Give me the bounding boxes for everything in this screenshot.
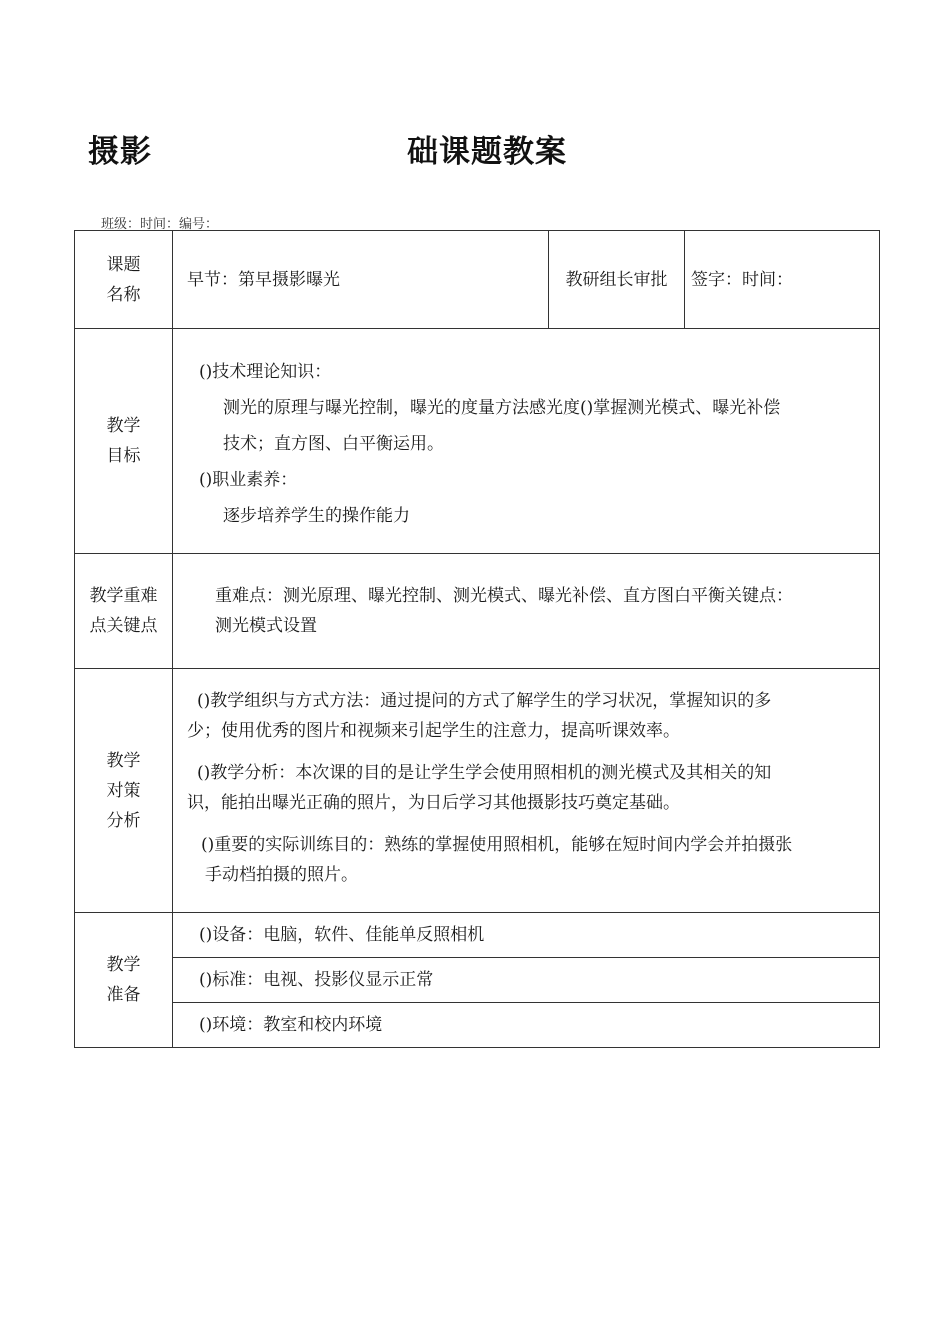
prep-item-standard: ()标准：电视、投影仪显示正常 [173, 958, 880, 1003]
goals-content [173, 329, 880, 554]
prep-row-3 [75, 1003, 880, 1048]
goal-item-theory-line2: 技术；直方图、白平衡运用。 [223, 434, 444, 454]
keypoints-line1: 重难点：测光原理、曝光控制、测光模式、曝光补偿、直方图白平衡关键点： [215, 586, 793, 606]
strategy-content [173, 669, 880, 913]
topic-label: 课题 名称 [75, 231, 173, 329]
goal-item-theory-line1: 测光的原理与曝光控制，曝光的度量方法感光度()掌握测光模式、曝光补偿 [223, 398, 781, 418]
keypoints-line2: 测光模式设置 [215, 616, 317, 636]
keypoints-row [75, 554, 880, 669]
goal-item-theory-title: ()技术理论知识： [199, 362, 332, 382]
goal-item-quality-title: ()职业素养： [199, 470, 298, 490]
prep-item-environment: ()环境：教室和校内环境 [173, 1003, 880, 1048]
keypoints-content [173, 554, 880, 669]
strategy-paragraph-3: ()重要的实际训练目的：熟练的掌握使用照相机，能够在短时间内学会并拍摄张 手动档拍摄的照片。 [201, 834, 793, 885]
prep-row-2 [75, 958, 880, 1003]
strategy-paragraph-1: ()教学组织与方式方法：通过提问的方式了解学生的学习状况，掌握知识的多 少；使用优秀的图片和视频来引起学生的注意力，提高听课效率。 [187, 690, 772, 741]
prep-item-equipment: ()设备：电脑，软件、佳能单反照相机 [173, 913, 880, 958]
review-label: 教研组长审批 [549, 231, 685, 329]
class-time-number-line: 班级：时间：编号： [101, 217, 219, 232]
topic-name: 早节：第早摄影曝光 [173, 231, 549, 329]
strategy-label: 教学 对策 分析 [75, 669, 173, 913]
strategy-paragraph-2: ()教学分析：本次课的目的是让学生学会使用照相机的测光模式及其相关的知 识，能拍出曝光正确的照片，为日后学习其他摄影技巧奠定基础。 [187, 762, 772, 813]
goals-label: 教学 目标 [75, 329, 173, 554]
prep-row-1 [75, 913, 880, 958]
keypoints-label: 教学重难 点关键点 [75, 554, 173, 669]
doc-title-right: 础课题教案 [407, 134, 567, 170]
topic-row [75, 231, 880, 329]
goals-row [75, 329, 880, 554]
prep-label: 教学 准备 [75, 913, 173, 1048]
doc-title-left: 摄影 [88, 134, 152, 170]
sign-time: 签字：时间： [685, 231, 880, 329]
strategy-row [75, 669, 880, 913]
lesson-plan-table [74, 230, 880, 1048]
goal-item-quality-body: 逐步培养学生的操作能力 [223, 506, 410, 526]
